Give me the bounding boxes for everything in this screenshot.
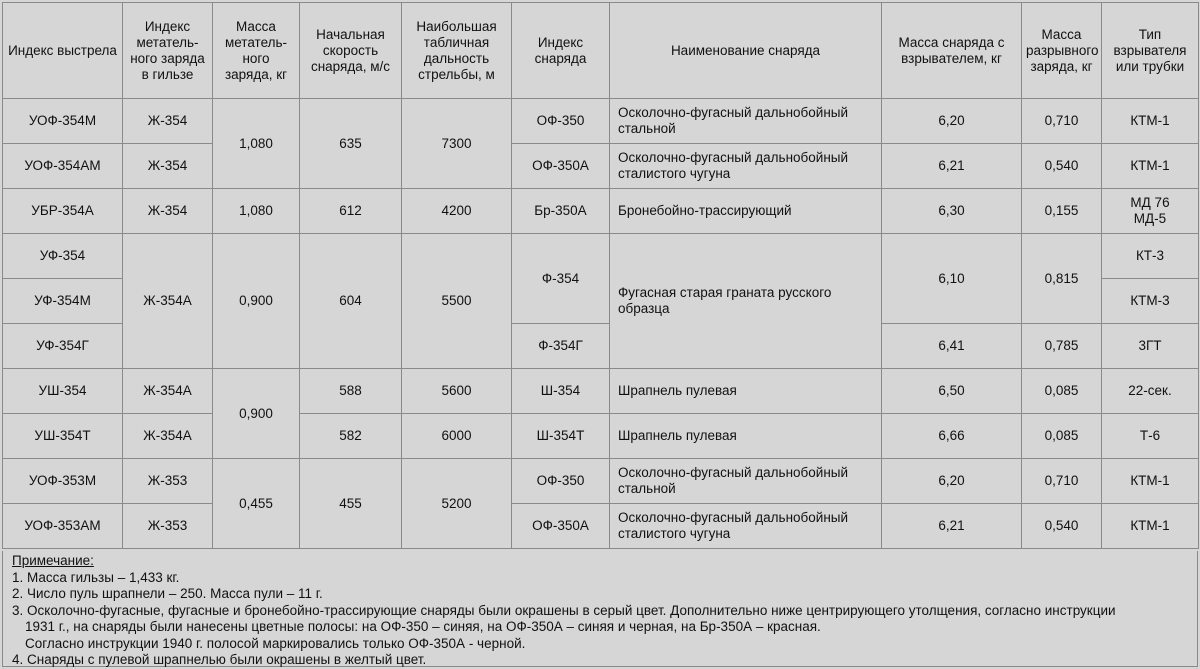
cell-burst-mass: 0,785 [1022,324,1102,369]
cell-shot: УФ-354 [3,234,123,279]
cell-burst-mass: 0,155 [1022,189,1102,234]
cell-shot: УОФ-353АМ [3,504,123,549]
cell-range: 7300 [402,99,512,189]
cell-shell: Ш-354 [512,369,610,414]
cell-shell-mass: 6,20 [882,99,1022,144]
cell-velocity: 612 [300,189,402,234]
table-row [3,504,1199,549]
table-row [3,99,1199,144]
cell-shot: УФ-354М [3,279,123,324]
cell-shell-mass: 6,21 [882,504,1022,549]
note-1: 1. Масса гильзы – 1,433 кг. [12,569,180,585]
cell-fuze: КТМ-1 [1102,504,1199,549]
cell-shell-name: Бронебойно-трассирующий [610,189,882,234]
cell-charge-mass: 1,080 [213,99,300,189]
table-row [3,234,1199,279]
cell-shot: УОФ-354М [3,99,123,144]
cell-shell: ОФ-350 [512,459,610,504]
cell-range: 5200 [402,459,512,549]
cell-fuze: КТМ-1 [1102,459,1199,504]
ammunition-table [2,2,1199,549]
header-velocity: Начальная скорость снаряда, м/с [300,3,402,99]
cell-shell: Ф-354 [512,234,610,324]
header-shell-mass: Масса снаряда с взрывателем, кг [882,3,1022,99]
cell-charge-mass: 0,900 [213,234,300,369]
cell-shell-mass: 6,41 [882,324,1022,369]
cell-shot: УОФ-354АМ [3,144,123,189]
header-range: Наибольшая табличная дальность стрельбы, м [402,3,512,99]
cell-fuze: КТ-3 [1102,234,1199,279]
table-row [3,144,1199,189]
cell-shell: Бр-350А [512,189,610,234]
cell-charge-index: Ж-354 [123,99,213,144]
cell-shell-name: Фугасная старая граната русского образца [610,234,882,369]
cell-velocity: 588 [300,369,402,414]
cell-shot: УШ-354Т [3,414,123,459]
cell-charge-index: Ж-354 [123,189,213,234]
cell-shell-name: Осколочно-фугасный дальнобойный сталистого чугуна [610,504,882,549]
cell-range: 4200 [402,189,512,234]
table-row [3,189,1199,234]
cell-charge-index: Ж-354А [123,369,213,414]
cell-fuze: Т-6 [1102,414,1199,459]
table-row [3,459,1199,504]
cell-velocity: 582 [300,414,402,459]
cell-range: 5600 [402,369,512,414]
cell-fuze: КТМ-1 [1102,99,1199,144]
cell-shell: Ш-354Т [512,414,610,459]
cell-shell-name: Осколочно-фугасный дальнобойный стальной [610,99,882,144]
cell-velocity: 455 [300,459,402,549]
cell-velocity: 635 [300,99,402,189]
cell-burst-mass: 0,815 [1022,234,1102,324]
cell-burst-mass: 0,540 [1022,144,1102,189]
cell-range: 5500 [402,234,512,369]
cell-charge-mass: 0,900 [213,369,300,459]
cell-shell-mass: 6,50 [882,369,1022,414]
header-fuze: Тип взрывателя или трубки [1102,3,1199,99]
cell-burst-mass: 0,710 [1022,459,1102,504]
header-burst-mass: Масса разрывного заряда, кг [1022,3,1102,99]
cell-burst-mass: 0,085 [1022,369,1102,414]
cell-shot: УФ-354Г [3,324,123,369]
header-shell-name: Наименование снаряда [610,3,882,99]
notes-section [2,551,1198,667]
cell-shell-mass: 6,21 [882,144,1022,189]
cell-burst-mass: 0,085 [1022,414,1102,459]
cell-shell: ОФ-350А [512,144,610,189]
header-charge-mass: Масса метатель-ного заряда, кг [213,3,300,99]
cell-shell-name: Осколочно-фугасный дальнобойный стальной [610,459,882,504]
notes-title: Примечание: [12,553,94,568]
cell-shell: ОФ-350 [512,99,610,144]
cell-shell-mass: 6,30 [882,189,1022,234]
cell-fuze: КТМ-3 [1102,279,1199,324]
cell-burst-mass: 0,710 [1022,99,1102,144]
cell-shell-name: Осколочно-фугасный дальнобойный сталистого чугуна [610,144,882,189]
cell-charge-index: Ж-354А [123,414,213,459]
cell-fuze: 3ГТ [1102,324,1199,369]
note-3-line-1: 3. Осколочно-фугасные, фугасные и бронебойно-трассирующие снаряды были окрашены в серый цвет. Дополнительно ниже центрирующего утолщения, согласно инструкции [12,602,1116,618]
cell-shell-mass: 6,66 [882,414,1022,459]
cell-shot: УБР-354А [3,189,123,234]
cell-fuze: КТМ-1 [1102,144,1199,189]
header-row [3,3,1199,99]
fuze-line-1: МД 76 [1130,195,1170,210]
cell-charge-mass: 1,080 [213,189,300,234]
cell-charge-mass: 0,455 [213,459,300,549]
cell-shot: УОФ-353М [3,459,123,504]
header-shot-index: Индекс выстрела [3,3,123,99]
cell-shell: ОФ-350А [512,504,610,549]
cell-charge-index: Ж-354 [123,144,213,189]
cell-fuze: 22-сек. [1102,369,1199,414]
cell-shell-mass: 6,20 [882,459,1022,504]
cell-charge-index: Ж-354А [123,234,213,369]
cell-burst-mass: 0,540 [1022,504,1102,549]
header-shell-index: Индекс снаряда [512,3,610,99]
cell-charge-index: Ж-353 [123,504,213,549]
note-3-line-2: 1931 г., на снаряды были нанесены цветные полосы: на ОФ-350 – синяя, на ОФ-350А – синяя и черная, на Бр-350А – красная. [25,619,821,634]
fuze-line-2: МД-5 [1133,211,1167,226]
header-charge-index: Индекс метатель-ного заряда в гильзе [123,3,213,99]
note-4: 4. Снаряды с пулевой шрапнелью были окрашены в желтый цвет. [12,652,427,667]
table-row [3,414,1199,459]
cell-charge-index: Ж-353 [123,459,213,504]
cell-range: 6000 [402,414,512,459]
cell-shell: Ф-354Г [512,324,610,369]
cell-fuze [1102,189,1199,234]
cell-velocity: 604 [300,234,402,369]
cell-shot: УШ-354 [3,369,123,414]
cell-shell-mass: 6,10 [882,234,1022,324]
note-2: 2. Число пуль шрапнели – 250. Масса пули – 11 г. [12,586,323,601]
table-row [3,369,1199,414]
note-3-line-3: Согласно инструкции 1940 г. полосой маркировались только ОФ-350А - черной. [25,635,526,651]
cell-shell-name: Шрапнель пулевая [610,414,882,459]
cell-shell-name: Шрапнель пулевая [610,369,882,414]
